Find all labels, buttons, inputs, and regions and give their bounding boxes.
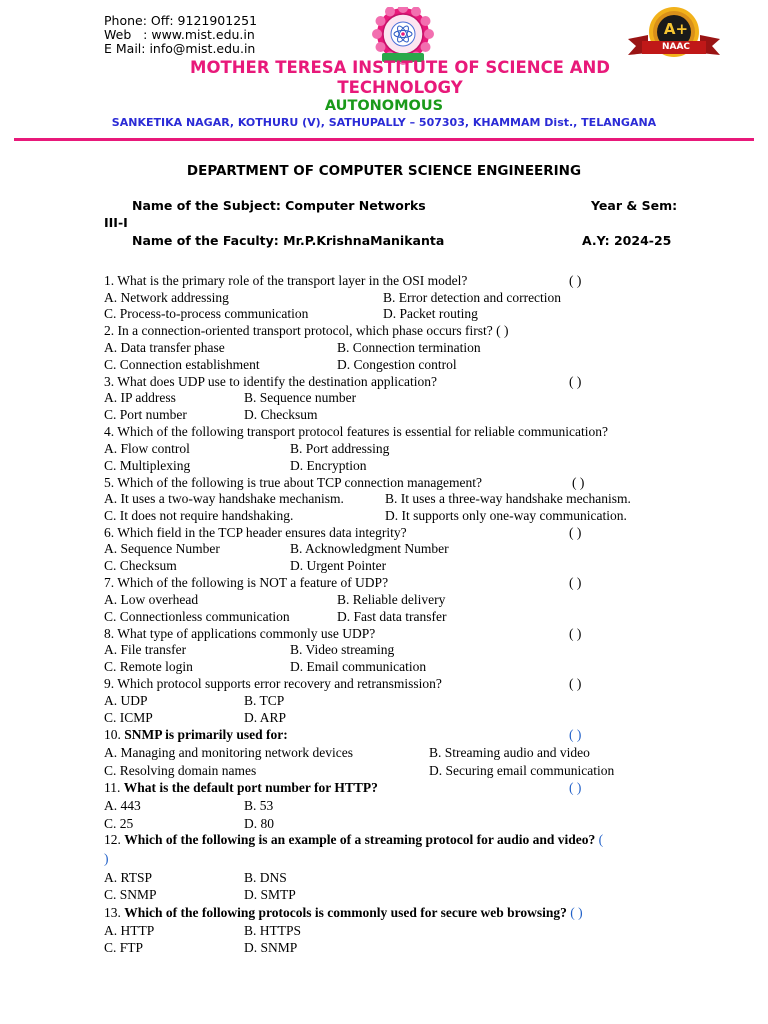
question-12-text: Which of the following is an example of a streaming protocol for audio and video? xyxy=(124,832,596,847)
option-12d: D. SMTP xyxy=(244,887,296,902)
question-10-number: 10. xyxy=(104,727,121,742)
option-13c: C. FTP xyxy=(104,940,144,955)
option-6b: B. Acknowledgment Number xyxy=(290,541,449,556)
answer-box-13: ( ) xyxy=(570,905,583,920)
option-1a: A. Network addressing xyxy=(104,290,229,305)
option-12b: B. DNS xyxy=(244,870,287,885)
option-4a: A. Flow control xyxy=(104,441,190,456)
option-8d: D. Email communication xyxy=(290,659,427,674)
question-12-number: 12. xyxy=(104,832,121,847)
option-1c: C. Process-to-process communication xyxy=(104,306,309,321)
answer-box-8: ( ) xyxy=(569,626,582,641)
answer-box-9: ( ) xyxy=(569,676,582,691)
institute-address: SANKETIKA NAGAR, KOTHURU (V), SATHUPALLY – 507303, KHAMMAM Dist., TELANGANA xyxy=(111,116,657,129)
institute-name-line2: TECHNOLOGY xyxy=(337,78,463,97)
question-4: 4. Which of the following transport protocol features is essential for reliable communication? xyxy=(104,424,608,439)
option-5b: B. It uses a three-way handshake mechanism. xyxy=(385,491,631,506)
question-8: 8. What type of applications commonly use UDP? xyxy=(104,626,376,641)
option-2a: A. Data transfer phase xyxy=(104,340,225,355)
option-8a: A. File transfer xyxy=(104,642,187,657)
institute-name xyxy=(0,58,768,98)
faculty-name: Name of the Faculty: Mr.P.KrishnaManikanta xyxy=(132,233,445,248)
question-6: 6. Which field in the TCP header ensures data integrity? xyxy=(104,525,407,540)
option-13a: A. HTTP xyxy=(104,923,155,938)
option-1b: B. Error detection and correction xyxy=(383,290,562,305)
option-11a: A. 443 xyxy=(104,798,141,813)
option-13b: B. HTTPS xyxy=(244,923,302,938)
answer-box-12-close: ) xyxy=(104,851,109,866)
answer-box-11: ( ) xyxy=(569,780,582,795)
phone-text: Phone: Off: 9121901251 xyxy=(104,13,258,28)
option-3a: A. IP address xyxy=(104,390,176,405)
question-11 xyxy=(104,779,378,796)
answer-box-6: ( ) xyxy=(569,525,582,540)
option-2c: C. Connection establishment xyxy=(104,357,260,372)
answer-box-5: ( ) xyxy=(572,475,585,490)
year-sem-value: III-I xyxy=(104,215,128,230)
option-10b: B. Streaming audio and video xyxy=(429,745,590,760)
question-10 xyxy=(104,726,288,743)
option-3d: D. Checksum xyxy=(244,407,318,422)
question-7: 7. Which of the following is NOT a feature of UDP? xyxy=(104,575,389,590)
contact-block xyxy=(104,14,257,56)
autonomous-label: AUTONOMOUS xyxy=(324,98,444,114)
option-7d: D. Fast data transfer xyxy=(337,609,447,624)
option-8c: C. Remote login xyxy=(104,659,193,674)
subject-name: Name of the Subject: Computer Networks xyxy=(132,198,426,213)
question-11-number: 11. xyxy=(104,780,121,795)
naac-label-text: NAAC xyxy=(661,42,691,52)
web-text: Web : www.mist.edu.in xyxy=(104,27,255,42)
option-4b: B. Port addressing xyxy=(290,441,390,456)
year-sem-label: Year & Sem: xyxy=(591,198,678,213)
question-3: 3. What does UDP use to identify the destination application? xyxy=(104,374,437,389)
header-divider xyxy=(14,138,754,141)
answer-box-12-open: ( xyxy=(598,832,604,847)
option-3c: C. Port number xyxy=(104,407,187,422)
answer-box-1: ( ) xyxy=(569,273,582,288)
option-11d: D. 80 xyxy=(244,816,274,831)
question-10-text: SNMP is primarily used for: xyxy=(124,727,288,742)
option-9d: D. ARP xyxy=(244,710,287,725)
option-2b: B. Connection termination xyxy=(337,340,481,355)
option-12c: C. SNMP xyxy=(104,887,157,902)
answer-box-7: ( ) xyxy=(569,575,582,590)
option-9a: A. UDP xyxy=(104,693,148,708)
option-5c: C. It does not require handshaking. xyxy=(104,508,294,523)
option-10d: D. Securing email communication xyxy=(429,763,615,778)
option-6a: A. Sequence Number xyxy=(104,541,220,556)
option-8b: B. Video streaming xyxy=(290,642,395,657)
option-6d: D. Urgent Pointer xyxy=(290,558,387,573)
option-2d: D. Congestion control xyxy=(337,357,457,372)
email-text: E Mail: info@mist.edu.in xyxy=(104,41,256,56)
answer-box-3: ( ) xyxy=(569,374,582,389)
academic-year: A.Y: 2024-25 xyxy=(582,233,672,248)
option-7b: B. Reliable delivery xyxy=(337,592,446,607)
answer-box-10: ( ) xyxy=(569,727,582,742)
option-6c: C. Checksum xyxy=(104,558,177,573)
question-9: 9. Which protocol supports error recovery and retransmission? xyxy=(104,676,442,691)
option-11b: B. 53 xyxy=(244,798,274,813)
option-10a: A. Managing and monitoring network devices xyxy=(104,745,353,760)
option-12a: A. RTSP xyxy=(104,870,152,885)
institute-logo-icon xyxy=(372,7,434,65)
option-11c: C. 25 xyxy=(104,816,134,831)
option-10c: C. Resolving domain names xyxy=(104,763,257,778)
naac-grade-text: A+ xyxy=(663,20,689,38)
question-2: 2. In a connection-oriented transport protocol, which phase occurs first? ( ) xyxy=(104,323,509,338)
question-11-text: What is the default port number for HTTP? xyxy=(123,780,378,795)
question-1: 1. What is the primary role of the transport layer in the OSI model? xyxy=(104,273,468,288)
option-5a: A. It uses a two-way handshake mechanism. xyxy=(104,491,344,506)
question-13-number: 13. xyxy=(104,905,121,920)
option-1d: D. Packet routing xyxy=(383,306,478,321)
question-13-text: Which of the following protocols is commonly used for secure web browsing? xyxy=(124,905,567,920)
option-7a: A. Low overhead xyxy=(104,592,199,607)
question-12 xyxy=(104,831,603,848)
institute-name-line1: MOTHER TERESA INSTITUTE OF SCIENCE AND xyxy=(190,58,610,77)
option-5d: D. It supports only one-way communication. xyxy=(385,508,627,523)
question-13 xyxy=(104,904,583,921)
option-4d: D. Encryption xyxy=(290,458,367,473)
option-7c: C. Connectionless communication xyxy=(104,609,290,624)
department-title: DEPARTMENT OF COMPUTER SCIENCE ENGINEERING xyxy=(186,163,582,179)
option-3b: B. Sequence number xyxy=(244,390,357,405)
question-5: 5. Which of the following is true about TCP connection management? xyxy=(104,475,483,490)
option-9c: C. ICMP xyxy=(104,710,153,725)
option-9b: B. TCP xyxy=(244,693,285,708)
option-4c: C. Multiplexing xyxy=(104,458,191,473)
option-13d: D. SNMP xyxy=(244,940,298,955)
